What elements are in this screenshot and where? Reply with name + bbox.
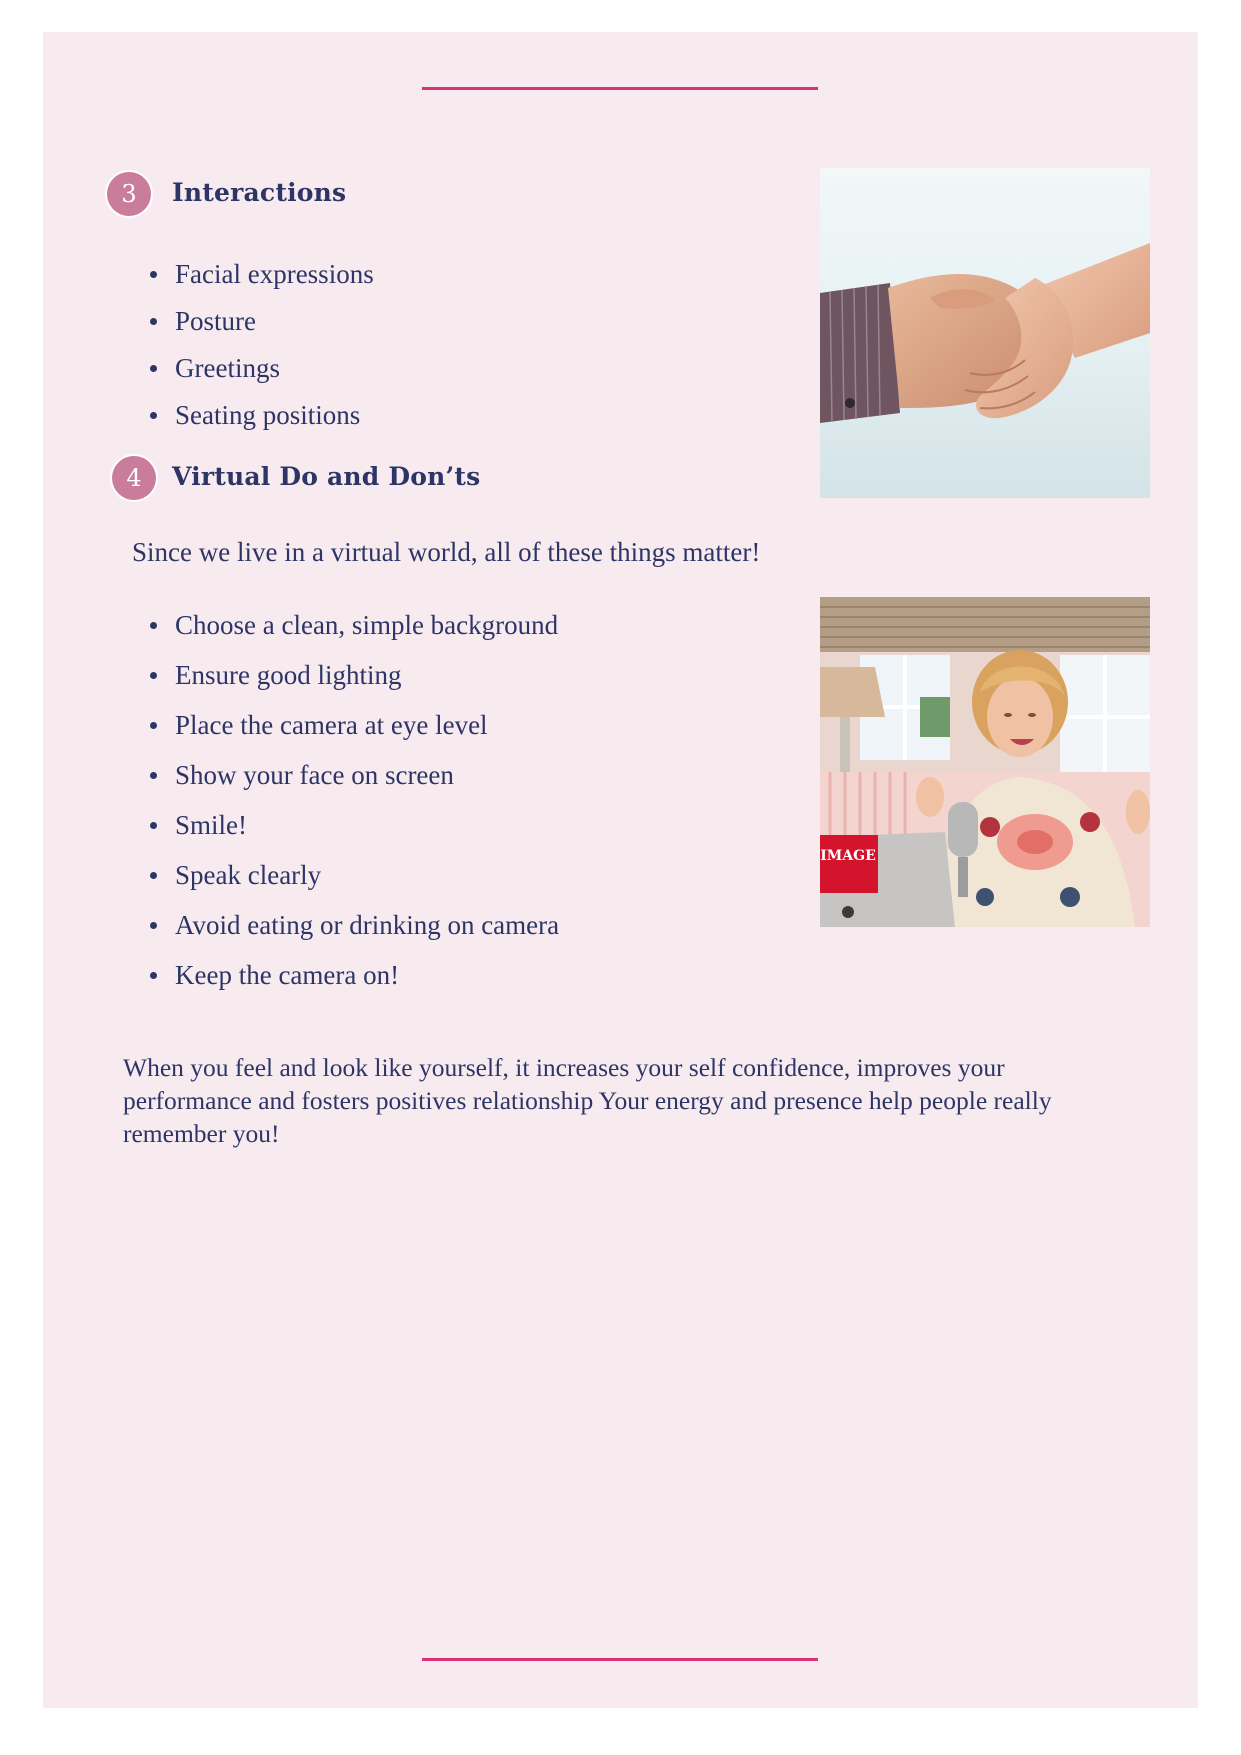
- handshake-photo: [820, 168, 1150, 498]
- interactions-list: [150, 251, 374, 439]
- section-3-number-badge: 3: [107, 172, 151, 216]
- woman-at-laptop-photo: [820, 597, 1150, 927]
- bottom-accent-rule: [422, 1658, 818, 1661]
- list-item: Avoid eating or drinking on camera: [150, 900, 559, 950]
- list-item: Show your face on screen: [150, 750, 559, 800]
- list-item: Greetings: [150, 345, 374, 392]
- top-accent-rule: [422, 87, 818, 90]
- section-4-heading: Virtual Do and Don’ts: [172, 462, 481, 491]
- document-page: [43, 32, 1198, 1708]
- laptop-sign-text: IMAGE: [820, 848, 876, 864]
- list-item: Smile!: [150, 800, 559, 850]
- list-item: Facial expressions: [150, 251, 374, 298]
- list-item: Ensure good lighting: [150, 650, 559, 700]
- list-item: Keep the camera on!: [150, 950, 559, 1000]
- section-3-heading: Interactions: [172, 178, 347, 207]
- list-item: Seating positions: [150, 392, 374, 439]
- closing-paragraph: When you feel and look like yourself, it increases your self confidence, improves your performance and fosters positives relationship Your energy and presence help people really remember you!: [123, 1053, 1052, 1148]
- list-item: Posture: [150, 298, 374, 345]
- list-item: Speak clearly: [150, 850, 559, 900]
- section-4-number-badge: 4: [112, 456, 156, 500]
- virtual-tips-list: [150, 600, 559, 1000]
- list-item: Place the camera at eye level: [150, 700, 559, 750]
- section-4-intro: Since we live in a virtual world, all of these things matter!: [132, 537, 761, 567]
- list-item: Choose a clean, simple background: [150, 600, 559, 650]
